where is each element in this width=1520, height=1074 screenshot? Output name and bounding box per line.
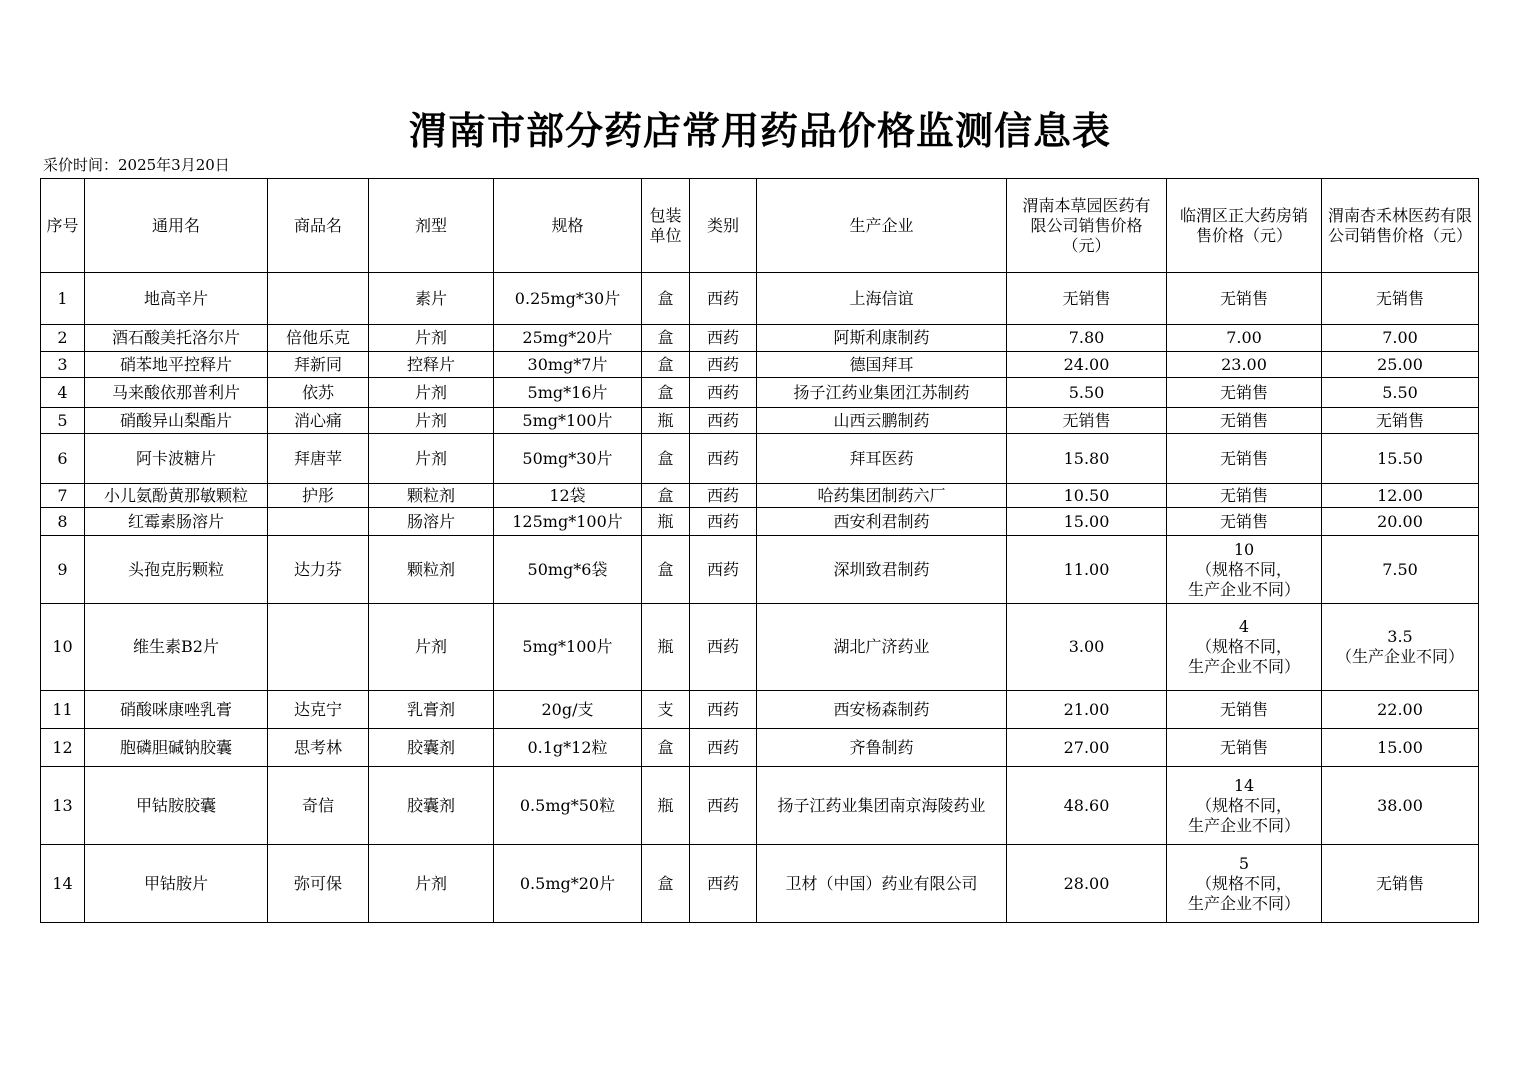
manufacturer: 齐鲁制药 [757,729,1007,767]
generic-name: 胞磷胆碱钠胶囊 [85,729,268,767]
row-index: 6 [41,434,85,484]
dosage-form: 片剂 [369,604,494,691]
store2-price: 无销售 [1167,378,1322,408]
category: 西药 [690,484,757,508]
generic-name: 马来酸依那普利片 [85,378,268,408]
dosage-form: 颗粒剂 [369,536,494,604]
category: 西药 [690,408,757,434]
brand-name: 护彤 [268,484,369,508]
page-title: 渭南市部分药店常用药品价格监测信息表 [408,108,1111,153]
store3-price: 7.00 [1322,325,1479,352]
dosage-form: 乳膏剂 [369,691,494,729]
unit: 支 [642,691,690,729]
category: 西药 [690,845,757,923]
dosage-form: 片剂 [369,408,494,434]
unit: 盒 [642,729,690,767]
store2-price: 无销售 [1167,508,1322,536]
spec: 0.5mg*20片 [494,845,642,923]
store1-price: 7.80 [1007,325,1167,352]
table-row [41,352,1479,378]
brand-name [268,508,369,536]
unit: 盒 [642,352,690,378]
generic-name: 硝酸异山梨酯片 [85,408,268,434]
category: 西药 [690,352,757,378]
brand-name [268,604,369,691]
row-index: 13 [41,767,85,845]
unit: 瓶 [642,508,690,536]
unit: 瓶 [642,408,690,434]
table-row [41,273,1479,325]
header-category: 类别 [690,179,757,273]
price-table [40,178,1479,923]
store1-price: 21.00 [1007,691,1167,729]
store3-price: 15.50 [1322,434,1479,484]
category: 西药 [690,767,757,845]
header-dosage-form: 剂型 [369,179,494,273]
store1-price: 15.00 [1007,508,1167,536]
unit: 瓶 [642,604,690,691]
store2-price: 5 （规格不同， 生产企业不同） [1167,845,1322,923]
header-store1-price: 渭南本草园医药有限公司销售价格（元） [1007,179,1167,273]
spec: 50mg*30片 [494,434,642,484]
spec: 20g/支 [494,691,642,729]
row-index: 7 [41,484,85,508]
generic-name: 红霉素肠溶片 [85,508,268,536]
brand-name: 拜新同 [268,352,369,378]
store1-price: 无销售 [1007,273,1167,325]
spec: 5mg*100片 [494,408,642,434]
dosage-form: 片剂 [369,434,494,484]
unit: 盒 [642,378,690,408]
store3-price: 22.00 [1322,691,1479,729]
table-row [41,408,1479,434]
store3-price: 38.00 [1322,767,1479,845]
category: 西药 [690,604,757,691]
spec: 50mg*6袋 [494,536,642,604]
store2-price: 7.00 [1167,325,1322,352]
header-store3-price: 渭南杏禾林医药有限公司销售价格（元） [1322,179,1479,273]
dosage-form: 素片 [369,273,494,325]
table-row [41,434,1479,484]
store3-price: 15.00 [1322,729,1479,767]
dosage-form: 片剂 [369,378,494,408]
table-row [41,604,1479,691]
unit: 盒 [642,273,690,325]
row-index: 4 [41,378,85,408]
unit: 瓶 [642,767,690,845]
store2-price: 无销售 [1167,434,1322,484]
store2-price: 4 （规格不同， 生产企业不同） [1167,604,1322,691]
row-index: 1 [41,273,85,325]
dosage-form: 控释片 [369,352,494,378]
table-row [41,325,1479,352]
store3-price: 无销售 [1322,273,1479,325]
category: 西药 [690,378,757,408]
table-row [41,508,1479,536]
generic-name: 甲钴胺胶囊 [85,767,268,845]
unit: 盒 [642,484,690,508]
brand-name [268,273,369,325]
category: 西药 [690,434,757,484]
category: 西药 [690,508,757,536]
unit: 盒 [642,434,690,484]
spec: 125mg*100片 [494,508,642,536]
brand-name: 倍他乐克 [268,325,369,352]
store1-price: 24.00 [1007,352,1167,378]
spec: 5mg*16片 [494,378,642,408]
brand-name: 依苏 [268,378,369,408]
store1-price: 3.00 [1007,604,1167,691]
store2-price: 无销售 [1167,408,1322,434]
dosage-form: 片剂 [369,325,494,352]
manufacturer: 深圳致君制药 [757,536,1007,604]
store3-price: 20.00 [1322,508,1479,536]
row-index: 11 [41,691,85,729]
dosage-form: 颗粒剂 [369,484,494,508]
manufacturer: 扬子江药业集团南京海陵药业 [757,767,1007,845]
header-index: 序号 [41,179,85,273]
manufacturer: 拜耳医药 [757,434,1007,484]
brand-name: 消心痛 [268,408,369,434]
store3-price: 12.00 [1322,484,1479,508]
store1-price: 15.80 [1007,434,1167,484]
category: 西药 [690,273,757,325]
store1-price: 27.00 [1007,729,1167,767]
store3-price: 25.00 [1322,352,1479,378]
table-row [41,845,1479,923]
store2-price: 无销售 [1167,729,1322,767]
store1-price: 10.50 [1007,484,1167,508]
manufacturer: 卫材（中国）药业有限公司 [757,845,1007,923]
brand-name: 奇信 [268,767,369,845]
manufacturer: 西安杨森制药 [757,691,1007,729]
store1-price: 5.50 [1007,378,1167,408]
spec: 5mg*100片 [494,604,642,691]
brand-name: 达力芬 [268,536,369,604]
generic-name: 阿卡波糖片 [85,434,268,484]
table-row [41,484,1479,508]
store2-price: 23.00 [1167,352,1322,378]
table-row [41,691,1479,729]
store3-price: 无销售 [1322,408,1479,434]
spec: 0.5mg*50粒 [494,767,642,845]
generic-name: 甲钴胺片 [85,845,268,923]
store2-price: 无销售 [1167,484,1322,508]
unit: 盒 [642,536,690,604]
store2-price: 无销售 [1167,691,1322,729]
store1-price: 11.00 [1007,536,1167,604]
manufacturer: 西安利君制药 [757,508,1007,536]
spec: 30mg*7片 [494,352,642,378]
category: 西药 [690,729,757,767]
header-spec: 规格 [494,179,642,273]
spec: 25mg*20片 [494,325,642,352]
store2-price: 10 （规格不同， 生产企业不同） [1167,536,1322,604]
store3-price: 3.5 （生产企业不同） [1322,604,1479,691]
generic-name: 地高辛片 [85,273,268,325]
header-manufacturer: 生产企业 [757,179,1007,273]
brand-name: 弥可保 [268,845,369,923]
header-store2-price: 临渭区正大药房销售价格（元） [1167,179,1322,273]
table-row [41,378,1479,408]
manufacturer: 哈药集团制药六厂 [757,484,1007,508]
row-index: 5 [41,408,85,434]
dosage-form: 肠溶片 [369,508,494,536]
row-index: 8 [41,508,85,536]
row-index: 10 [41,604,85,691]
unit: 盒 [642,325,690,352]
header-brand-name: 商品名 [268,179,369,273]
store1-price: 无销售 [1007,408,1167,434]
manufacturer: 湖北广济药业 [757,604,1007,691]
store2-price: 无销售 [1167,273,1322,325]
row-index: 9 [41,536,85,604]
manufacturer: 阿斯利康制药 [757,325,1007,352]
unit: 盒 [642,845,690,923]
row-index: 2 [41,325,85,352]
spec: 0.1g*12粒 [494,729,642,767]
manufacturer: 德国拜耳 [757,352,1007,378]
dosage-form: 胶囊剂 [369,729,494,767]
generic-name: 酒石酸美托洛尔片 [85,325,268,352]
manufacturer: 山西云鹏制药 [757,408,1007,434]
category: 西药 [690,536,757,604]
manufacturer: 上海信谊 [757,273,1007,325]
generic-name: 硝苯地平控释片 [85,352,268,378]
row-index: 14 [41,845,85,923]
generic-name: 小儿氨酚黄那敏颗粒 [85,484,268,508]
header-generic-name: 通用名 [85,179,268,273]
spec: 0.25mg*30片 [494,273,642,325]
header-unit: 包装单位 [642,179,690,273]
generic-name: 维生素B2片 [85,604,268,691]
table-row [41,536,1479,604]
row-index: 12 [41,729,85,767]
brand-name: 达克宁 [268,691,369,729]
table-row [41,729,1479,767]
row-index: 3 [41,352,85,378]
store3-price: 无销售 [1322,845,1479,923]
date-label: 采价时间：2025年3月20日 [43,156,230,174]
dosage-form: 片剂 [369,845,494,923]
table-row [41,767,1479,845]
store1-price: 28.00 [1007,845,1167,923]
brand-name: 拜唐苹 [268,434,369,484]
manufacturer: 扬子江药业集团江苏制药 [757,378,1007,408]
store3-price: 5.50 [1322,378,1479,408]
generic-name: 硝酸咪康唑乳膏 [85,691,268,729]
store2-price: 14 （规格不同， 生产企业不同） [1167,767,1322,845]
generic-name: 头孢克肟颗粒 [85,536,268,604]
dosage-form: 胶囊剂 [369,767,494,845]
store3-price: 7.50 [1322,536,1479,604]
category: 西药 [690,691,757,729]
spec: 12袋 [494,484,642,508]
brand-name: 思考林 [268,729,369,767]
category: 西药 [690,325,757,352]
store1-price: 48.60 [1007,767,1167,845]
